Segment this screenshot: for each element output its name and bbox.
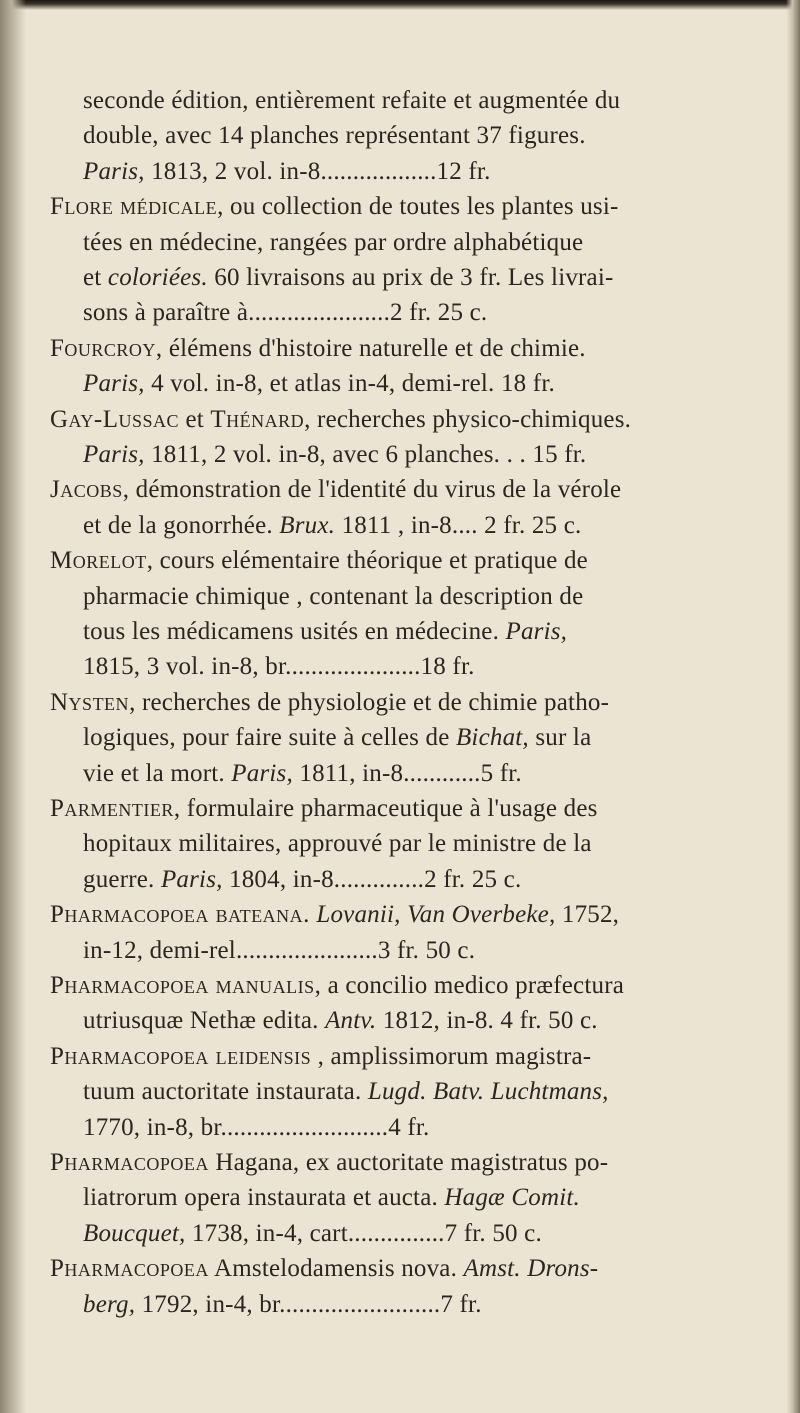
italic-text: coloriées. (107, 264, 208, 291)
catalog-continuation-line (83, 440, 586, 470)
catalog-entry-line (50, 688, 609, 718)
italic-text: Paris, (83, 157, 145, 185)
line-text: 1738, in-4, cart...............7 fr. 50 c. (185, 1219, 542, 1247)
line-text: 1792, in-4, br.........................7 fr. (135, 1290, 482, 1318)
catalog-continuation-line (83, 1077, 609, 1107)
italic-text: Hagæ Comit. (444, 1184, 580, 1212)
line-text: 1804, in-8..............2 fr. 25 c. (222, 865, 522, 893)
line-text: in-12, demi-rel......................3 fr. 50 c. (83, 936, 476, 964)
line-text: 1811 , in-8.... 2 fr. 25 c. (335, 511, 582, 539)
italic-text: Lovanii, Van Overbeke, (316, 901, 556, 929)
line-text: hopitaux militaires, approuvé par le ministre de la (83, 830, 592, 858)
line-text: double, avec 14 planches représentant 37 figures. (83, 122, 586, 150)
catalog-continuation-line (83, 298, 487, 328)
line-text: , recherches physico-chimiques. (304, 405, 632, 433)
entry-author: Pharmacopoea (50, 1149, 209, 1176)
italic-text: Paris, (231, 759, 293, 787)
entry-author: Flore médicale (50, 193, 218, 221)
catalog-continuation-line (83, 1183, 580, 1213)
entry-author: Fourcroy (50, 334, 156, 362)
line-text: 1752, (555, 901, 620, 929)
entry-author: Thénard (210, 405, 305, 433)
catalog-continuation-line (83, 829, 592, 859)
line-text: , cours elémentaire théorique et pratique de (146, 547, 588, 575)
entry-author: Nysten (50, 688, 130, 716)
line-text: pharmacie chimique , contenant la description de (83, 582, 584, 610)
catalog-continuation-line (83, 121, 586, 151)
catalog-continuation-line (83, 723, 591, 753)
catalog-entry-line (50, 405, 631, 435)
line-text: 1770, in-8, br..........................4 fr. (83, 1113, 430, 1141)
line-text: logiques, pour faire suite à celles de (83, 724, 456, 752)
catalog-entry-line (50, 546, 588, 576)
catalog-continuation-line (83, 865, 521, 895)
catalog-continuation-line (83, 1006, 598, 1036)
catalog-entry-line (50, 794, 598, 824)
catalog-continuation-line (83, 157, 491, 187)
line-text: Amstelodamensis nova. (208, 1255, 464, 1283)
catalog-entry-line (50, 1042, 591, 1072)
catalog-entry-line (50, 971, 624, 1001)
catalog-continuation-line (83, 1290, 482, 1320)
line-text: tuum auctoritate instaurata. (83, 1078, 368, 1106)
line-text: 1811, in-8............5 fr. (292, 759, 522, 787)
catalog-entry-line (50, 1148, 608, 1178)
line-text: 1811, 2 vol. in-8, avec 6 planches. . . 15 fr. (144, 441, 587, 468)
italic-text: Lugd. Batv. Luchtmans, (367, 1078, 609, 1106)
line-text: et (179, 405, 211, 433)
line-text: tous les médicamens usités en médecine. (83, 618, 506, 645)
catalog-continuation-line (83, 582, 583, 612)
catalog-continuation-line (83, 617, 567, 647)
catalog-continuation-line (83, 369, 555, 399)
line-text: , ou collection de toutes les plantes usi- (217, 193, 619, 221)
line-text: , démonstration de l'identité du virus de la vérole (122, 476, 622, 504)
catalog-continuation-line (83, 652, 475, 682)
catalog-entry-line (50, 1254, 598, 1284)
italic-text: berg, (83, 1290, 136, 1318)
line-text: 1815, 3 vol. in-8, br.....................18 fr. (83, 653, 475, 681)
italic-text: Bichat, (455, 724, 529, 752)
entry-author: Pharmacopoea bateana. (50, 901, 310, 929)
catalog-entry-line (50, 475, 621, 505)
line-text: , recherches de physiologie et de chimie patho- (129, 688, 610, 716)
line-text: guerre. (83, 865, 161, 893)
italic-text: Boucquet, (83, 1219, 186, 1247)
italic-text: Amst. Drons- (463, 1255, 599, 1283)
line-text: liatrorum opera instaurata et aucta. (83, 1184, 445, 1212)
italic-text: Antv. (325, 1007, 377, 1035)
italic-text: Paris, (160, 865, 223, 893)
italic-text: Paris, (83, 441, 145, 468)
catalog-entry-line (50, 192, 619, 222)
catalog-continuation-line (83, 511, 581, 541)
line-text: 4 vol. in-8, et atlas in-4, demi-rel. 18 fr. (144, 370, 555, 398)
line-text: sur la (528, 724, 592, 752)
catalog-entry-line (50, 334, 586, 364)
line-text: , formulaire pharmaceutique à l'usage des (173, 795, 598, 822)
line-text: tées en médecine, rangées par ordre alphabétique (83, 228, 584, 256)
italic-text: Paris, (83, 370, 145, 398)
catalog-continuation-line (83, 228, 583, 258)
catalog-entry-line (50, 900, 619, 930)
catalog-continuation-line (83, 1219, 542, 1249)
line-text: , a concilio medico præfectura (314, 972, 625, 999)
entry-author: Pharmacopoea manualis (50, 972, 315, 999)
entry-author: Morelot (50, 547, 147, 575)
line-text: 1812, in-8. 4 fr. 50 c. (376, 1007, 598, 1035)
entry-author: Jacobs (50, 476, 123, 504)
line-text: et de la gonorrhée. (83, 511, 280, 539)
line-text: et (83, 264, 108, 291)
line-text: seconde édition, entièrement refaite et augmentée du (83, 87, 621, 114)
entry-author: Pharmacopoea (50, 1255, 209, 1283)
entry-author: Pharmacopoea leidensis (50, 1042, 312, 1070)
catalog-continuation-line (83, 263, 614, 293)
catalog-continuation-line (83, 1113, 430, 1143)
catalog-continuation-line (83, 759, 522, 789)
line-text: 60 livraisons au prix de 3 fr. Les livrai- (207, 264, 614, 291)
catalog-continuation-line (83, 936, 475, 966)
entry-author: Parmentier (50, 795, 174, 822)
line-text: utriusquæ Nethæ edita. (83, 1007, 326, 1035)
line-text: , amplissimorum magistra- (311, 1042, 592, 1070)
italic-text: Paris, (505, 618, 568, 645)
line-text: sons à paraître à......................2 fr. 25 c. (83, 299, 488, 327)
line-text: 1813, 2 vol. in-8..................12 fr. (144, 157, 491, 185)
line-text: Hagana, ex auctoritate magistratus po- (208, 1149, 609, 1176)
line-text: vie et la mort. (83, 759, 232, 787)
italic-text: Brux. (279, 511, 336, 539)
line-text: , élémens d'histoire naturelle et de chimie. (155, 334, 586, 362)
entry-author: Gay-Lussac (50, 405, 180, 433)
catalog-continuation-line (83, 86, 620, 116)
